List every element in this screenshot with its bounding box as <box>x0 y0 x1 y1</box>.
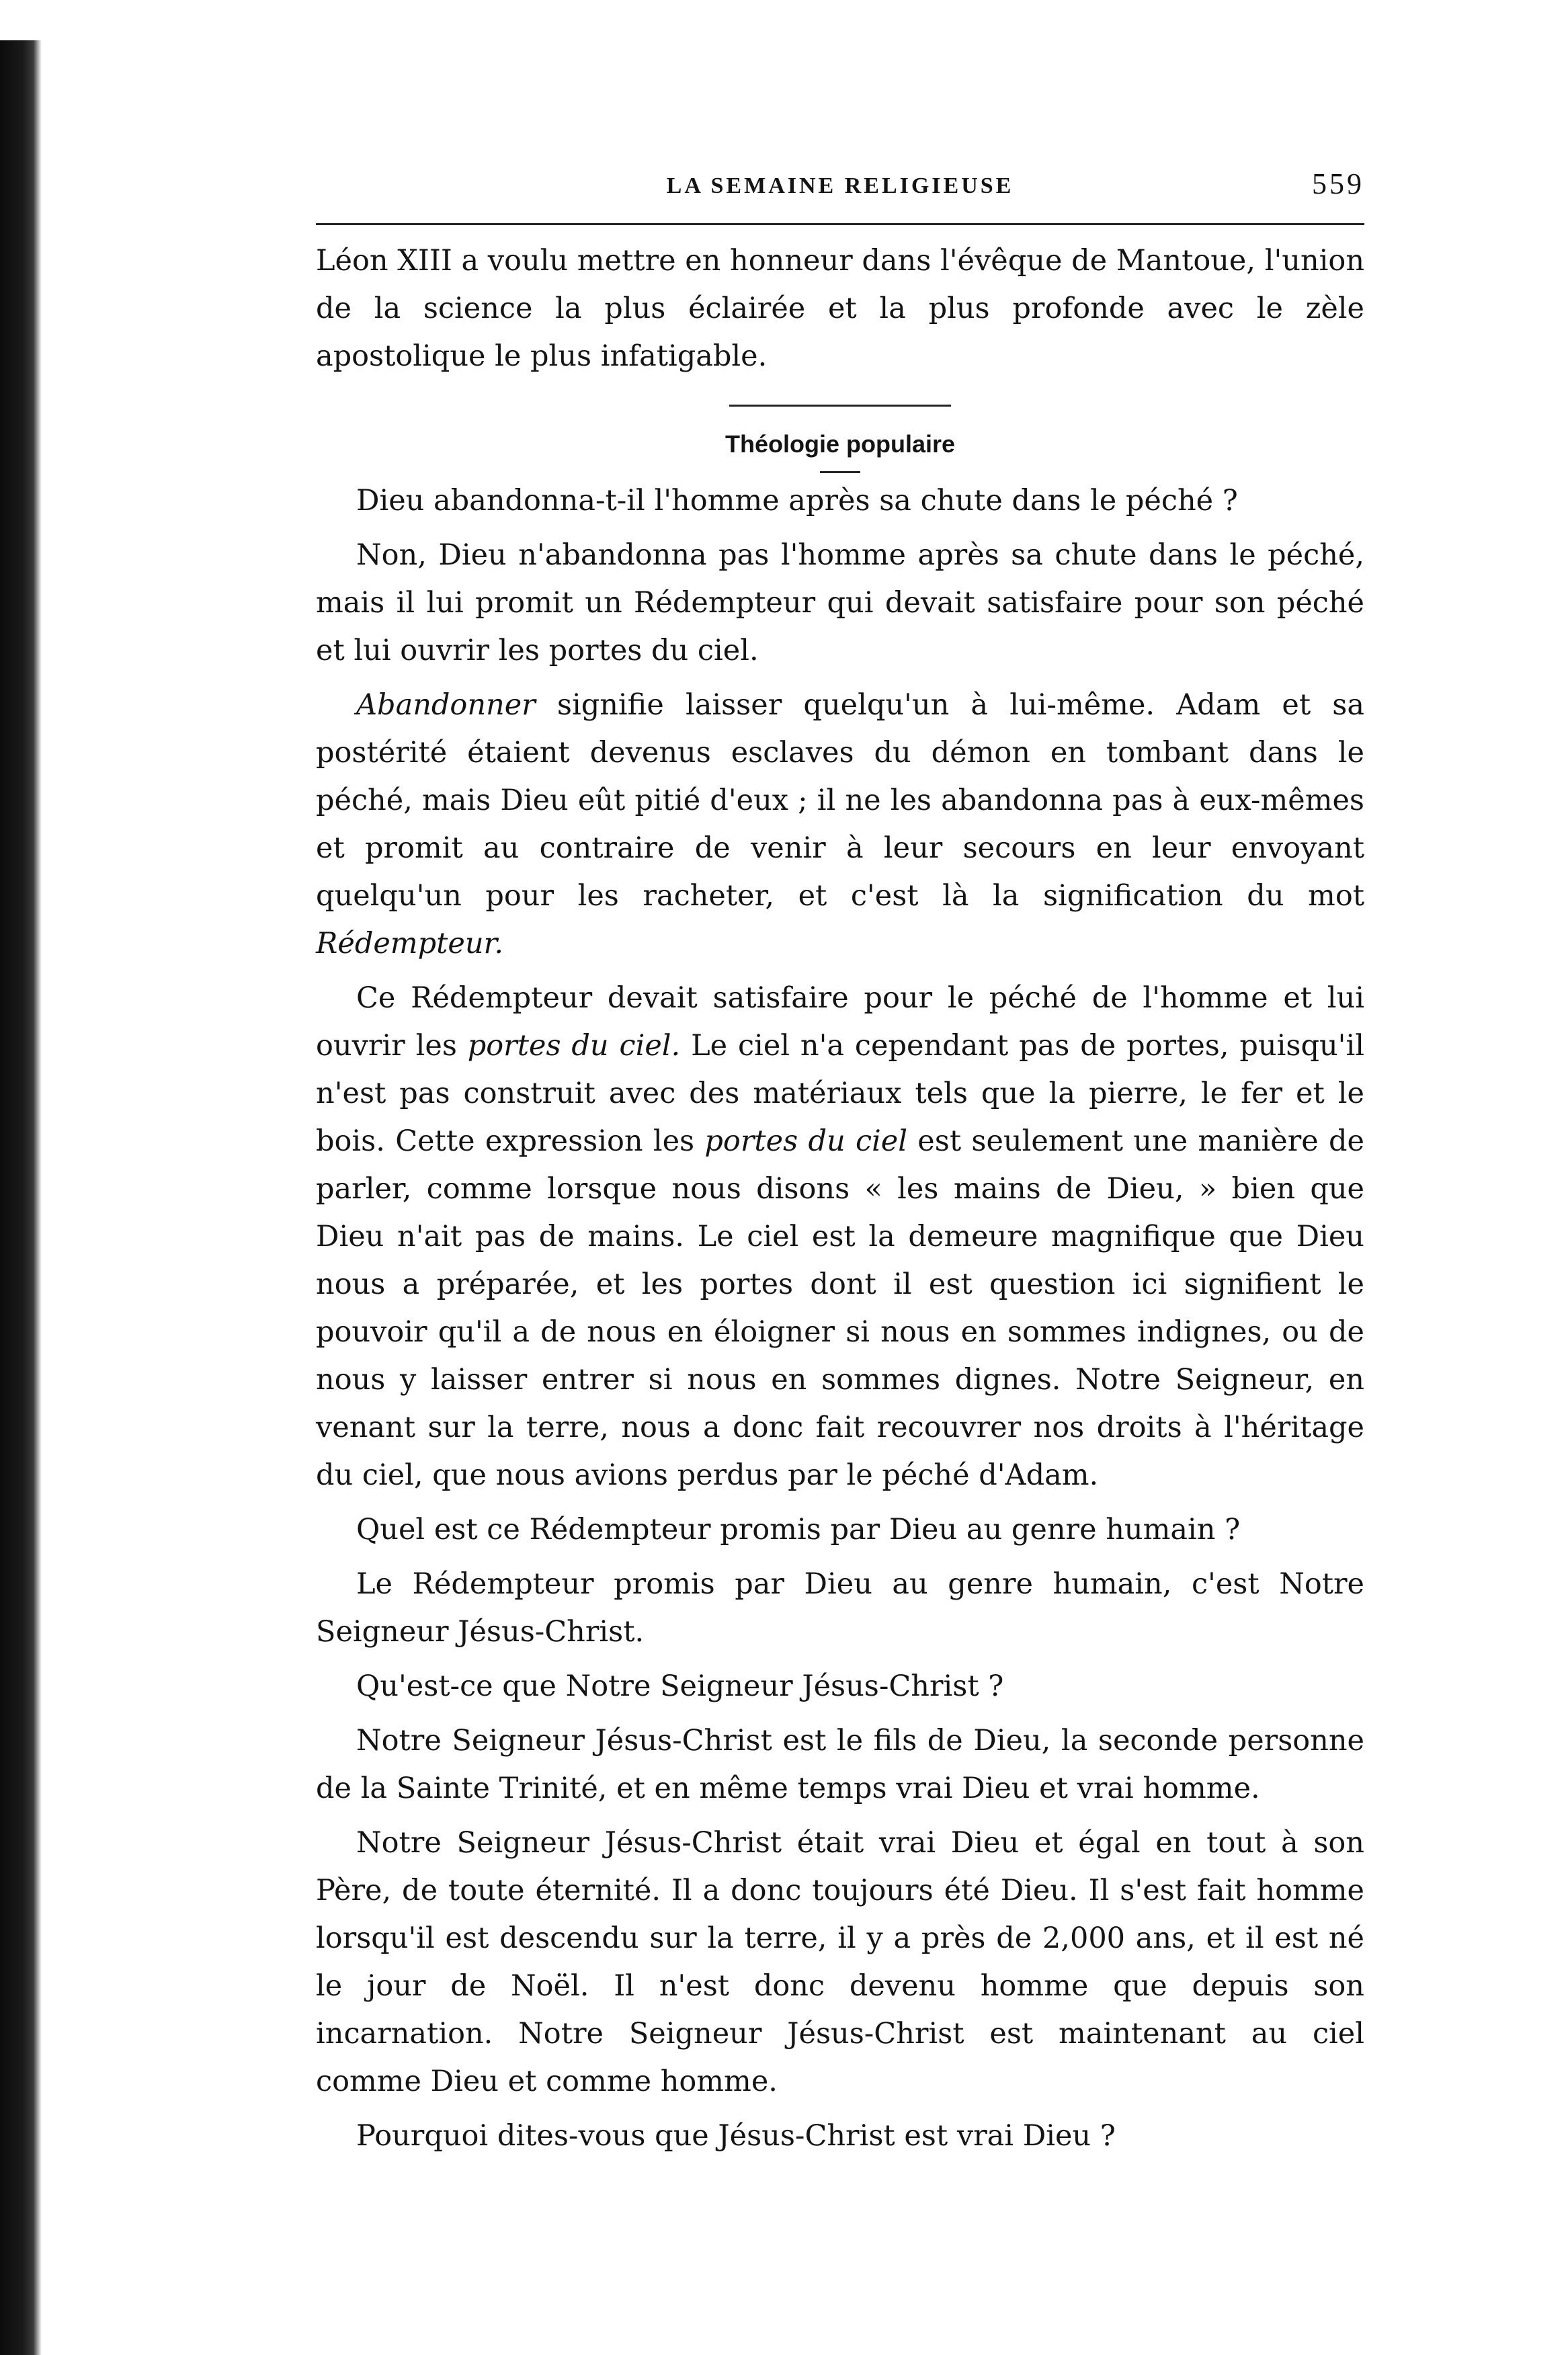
paragraph-text: est seulement une manière de parler, comme lorsque nous disons « les mains de Dieu, » bien que Dieu n'ait pas de mains. Le ciel est la demeure magnifique que Dieu nous a préparée, et les portes dont il est question ici signifient le pouvoir qu'il a de nous en éloigner si nous en sommes indignes, ou de nous y laisser entrer si nous en sommes dignes. Notre Seigneur, en venant sur la terre, nous a donc fait recouvrer nos droits à l'héritage du ciel, que nous avions perdus par le péché d'Adam. <box>316 1124 1364 1492</box>
question-paragraph: Quel est ce Rédempteur promis par Dieu au genre humain ? <box>356 1513 1241 1546</box>
italic-term: Rédempteur. <box>316 927 504 960</box>
running-head <box>316 161 1364 208</box>
book-page <box>316 161 1364 2167</box>
italic-term: portes du ciel. <box>467 1029 681 1063</box>
explanation-paragraph <box>316 975 1364 1499</box>
explanation-paragraph: Notre Seigneur Jésus-Christ était vrai Dieu et égal en tout à son Père, de toute éternité. Il a donc toujours été Dieu. Il s'est fait homme lorsqu'il est descendu sur la terre, il y a près de 2,000 ans, et il est né le jour de Noël. Il n'est donc devenu homme que depuis son incarnation. Notre Seigneur Jésus-Christ est maintenant au ciel comme Dieu et comme homme. <box>316 1826 1364 2098</box>
question-paragraph: Dieu abandonna-t-il l'homme après sa chute dans le péché ? <box>356 484 1238 518</box>
explanation-paragraph <box>316 681 1364 968</box>
paragraph-text: Le ciel n'a cependant pas de portes, puisqu'il n'est pas construit avec des matériaux tels que la pierre, le fer et le bois. Cette expression les <box>316 1029 1364 1158</box>
page-number: 559 <box>1312 167 1364 200</box>
answer-paragraph: Le Rédempteur promis par Dieu au genre humain, c'est Notre Seigneur Jésus-Christ. <box>316 1567 1364 1649</box>
paragraph-text: signifie laisser quelqu'un à lui-même. Adam et sa postérité étaient devenus esclaves du démon en tombant dans le péché, mais Dieu eût pitié d'eux ; il ne les abandonna pas à eux-mêmes et promit au contraire de venir à leur secours en leur envoyant quelqu'un pour les racheter, et c'est là la signification du mot <box>316 688 1364 913</box>
header-rule <box>316 223 1364 225</box>
scanned-book-spine <box>0 40 42 2355</box>
answer-paragraph: Notre Seigneur Jésus-Christ est le fils de Dieu, la seconde personne de la Sainte Trinité, et en même temps vrai Dieu et vrai homme. <box>316 1724 1364 1805</box>
question-paragraph: Pourquoi dites-vous que Jésus-Christ est vrai Dieu ? <box>356 2119 1116 2153</box>
body-text <box>316 237 1364 2160</box>
running-title: LA SEMAINE RELIGIEUSE <box>666 173 1014 198</box>
italic-term: Abandonner <box>356 688 536 722</box>
opening-paragraph: Léon XIII a voulu mettre en honneur dans l'évêque de Mantoue, l'union de la science la plus éclairée et la plus profonde avec le zèle apostolique le plus infatigable. <box>316 244 1365 373</box>
section-divider <box>729 405 951 407</box>
italic-term: portes du ciel <box>704 1124 908 1158</box>
paragraph-text: Ce Rédempteur devait satisfaire pour le péché de l'homme et lui ouvrir les <box>316 981 1364 1063</box>
answer-paragraph: Non, Dieu n'abandonna pas l'homme après sa chute dans le péché, mais il lui promit un Rédempteur qui devait satisfaire pour son péché et lui ouvrir les portes du ciel. <box>316 538 1364 667</box>
question-paragraph: Qu'est-ce que Notre Seigneur Jésus-Christ ? <box>356 1669 1004 1703</box>
section-title: Théologie populaire <box>725 430 956 458</box>
title-dash <box>820 471 860 473</box>
